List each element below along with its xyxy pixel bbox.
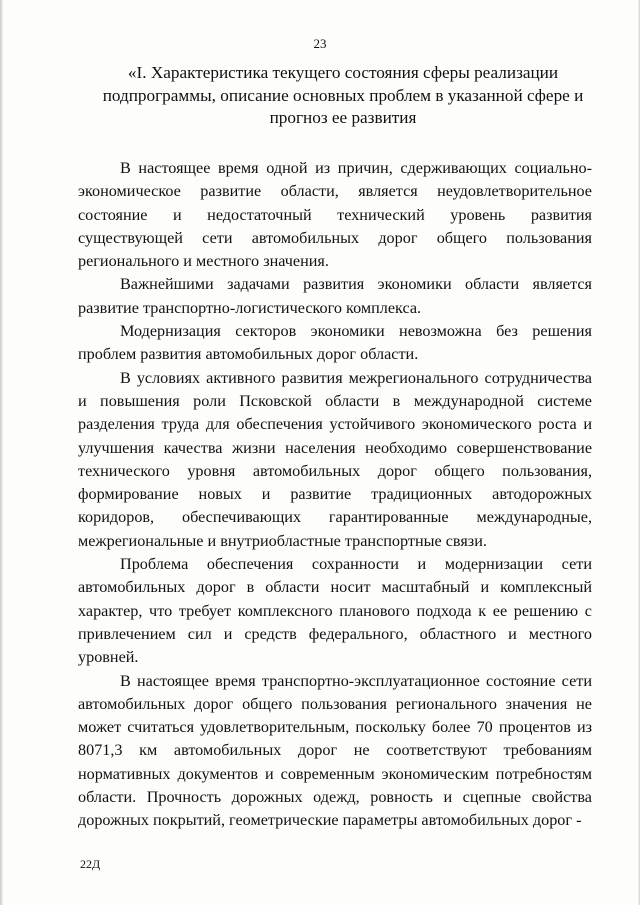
- footer-code: 22Д: [80, 857, 101, 871]
- document-body: [78, 157, 592, 833]
- paragraph: Модернизация секторов экономики невозможна без решения проблем развития автомобильных дорог области.: [78, 322, 592, 364]
- section-heading: «I. Характеристика текущего состояния сферы реализации подпрограммы, описание основных проблем в указанной сфере и прогноз ее развития: [102, 63, 584, 127]
- page-number: 23: [313, 36, 327, 51]
- page-left-edge: [0, 0, 3, 905]
- paragraph: В настоящее время одной из причин, сдерживающих социально-экономическое развитие области, является неудовлетворительное состояние и недостаточный технический уровень развития существующей сети автомобильных дорог общего пользования регионального и местного значения.: [78, 159, 592, 271]
- paragraph: В условиях активного развития межрегионального сотрудничества и повышения роли Псковской области в международной системе разделения труда для обеспечения устойчивого экономического роста и улучшения качества жизни населения необходимо совершенствование технического уровня автомобильных дорог общего пользования, формирование новых и развитие традиционных автодорожных коридоров, обеспечивающих гарантированные международные, межрегиональные и внутриобластные транспортные связи.: [78, 368, 592, 550]
- paragraph: В настоящее время транспортно-эксплуатационное состояние сети автомобильных дорог общего пользования регионального значения не может считаться удовлетворительным, поскольку более 70 процентов из 8071,3 км автомобильных дорог не соответствуют требованиям нормативных документов и современным экономическим потребностям области. Прочность дорожных одежд, ровность и сцепные свойства дорожных покрытий, геометрические параметры автомобильных дорог -: [78, 671, 592, 830]
- paragraph: Важнейшими задачами развития экономики области является развитие транспортно-логистического комплекса.: [78, 275, 592, 317]
- paragraph: Проблема обеспечения сохранности и модернизации сети автомобильных дорог в области носит масштабный и комплексный характер, что требует комплексного планового подхода к ее решению с привлечением сил и средств федерального, областного и местного уровней.: [78, 555, 592, 667]
